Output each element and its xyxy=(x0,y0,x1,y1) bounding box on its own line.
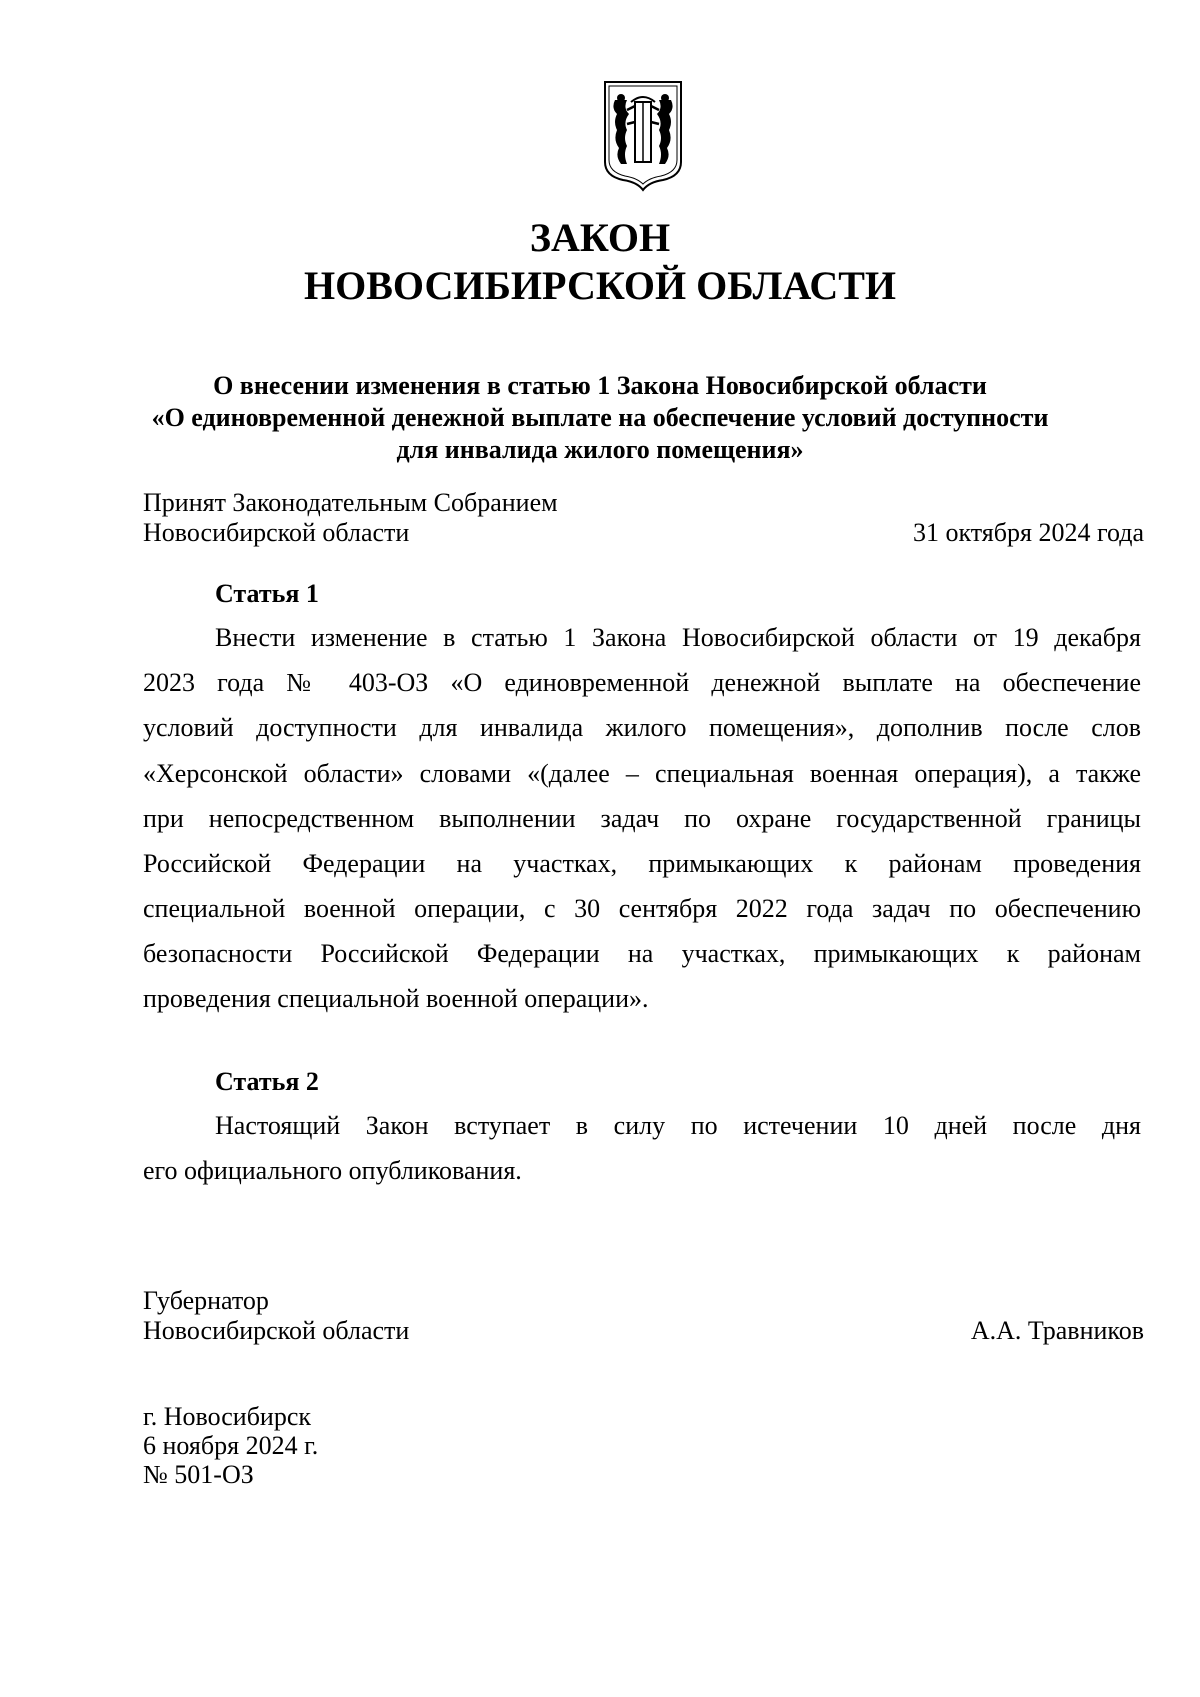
adoption-line-1: Принят Законодательным Собранием xyxy=(143,488,558,517)
adoption-date: 31 октября 2024 года xyxy=(913,518,1144,547)
footer-city: г. Новосибирск xyxy=(143,1402,312,1431)
subject-line-1: О внесении изменения в статью 1 Закона Новосибирской области xyxy=(213,371,987,400)
article-1-line: «Херсонской области» словами «(далее – специальная военная операция), а также xyxy=(143,759,1141,788)
article-1-line: при непосредственном выполнении задач по охране государственной границы xyxy=(143,804,1141,833)
article-2-heading: Статья 2 xyxy=(215,1067,319,1096)
article-1-heading: Статья 1 xyxy=(215,579,319,608)
footer-number: № 501-ОЗ xyxy=(143,1460,254,1489)
adoption-line-2: Новосибирской области xyxy=(143,518,410,547)
article-1-line: условий доступности для инвалида жилого помещения», дополнив после слов xyxy=(143,713,1141,742)
subject-line-3: для инвалида жилого помещения» xyxy=(396,435,804,464)
article-2-line: Настоящий Закон вступает в силу по истечении 10 дней после дня xyxy=(215,1111,1141,1140)
article-1-line: специальной военной операции, с 30 сентября 2022 года задач по обеспечению xyxy=(143,894,1141,923)
law-title-line-1: ЗАКОН xyxy=(529,215,671,260)
signature-position-line-2: Новосибирской области xyxy=(143,1316,410,1345)
signature-position-line-1: Губернатор xyxy=(143,1286,269,1315)
article-1-line: Российской Федерации на участках, примыкающих к районам проведения xyxy=(143,849,1141,878)
law-subject xyxy=(130,370,1070,466)
article-1-line: безопасности Российской Федерации на участках, примыкающих к районам xyxy=(143,939,1141,968)
subject-line-2: «О единовременной денежной выплате на обеспечение условий доступности xyxy=(151,403,1049,432)
law-title-line-2: НОВОСИБИРСКОЙ ОБЛАСТИ xyxy=(303,263,897,308)
coat-of-arms-emblem xyxy=(601,80,685,192)
article-1-line: Внести изменение в статью 1 Закона Новосибирской области от 19 декабря xyxy=(215,623,1141,652)
signatory-name: А.А. Травников xyxy=(970,1316,1144,1345)
footer-date: 6 ноября 2024 г. xyxy=(143,1431,319,1460)
article-1-line: 2023 года № 403-ОЗ «О единовременной денежной выплате на обеспечение xyxy=(143,668,1141,697)
article-1-line: проведения специальной военной операции». xyxy=(143,984,649,1013)
article-2-line: его официального опубликования. xyxy=(143,1156,522,1185)
